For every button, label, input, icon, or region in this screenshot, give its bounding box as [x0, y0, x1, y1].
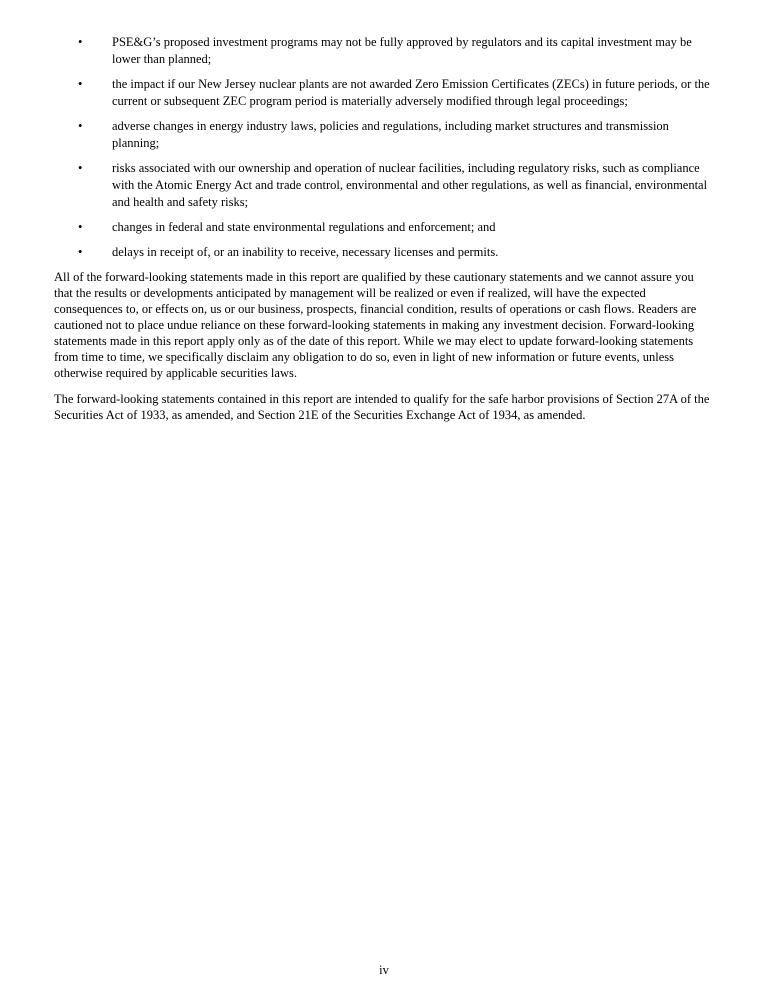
bullet-item — [54, 160, 714, 211]
paragraph-safe-harbor: The forward-looking statements contained in this report are intended to qualify for the safe harbor provisions of Section 27A of the Securities Act of 1933, as amended, and Section 21E of the Securities Exchange Act of 1934, as amended. — [54, 392, 710, 422]
paragraph-cautionary-statements: All of the forward-looking statements made in this report are qualified by these cautionary statements and we cannot assure you that the results or developments anticipated by management will be realized or even if realized, will have the expected consequences to, or effects on, us or our business, prospects, financial condition, results of operations or cash flows. Readers are cautioned not to place undue reliance on these forward-looking statements in making any investment decision. Forward-looking statements made in this report apply only as of the date of this report. While we may elect to update forward-looking statements from time to time, we specifically disclaim any obligation to do so, even in light of new information or future events, unless otherwise required by applicable securities laws. — [54, 270, 697, 380]
bullet-icon: • — [78, 220, 83, 234]
bullet-text: PSE&G’s proposed investment programs may not be fully approved by regulators and its capital investment may be lower than planned; — [112, 35, 692, 66]
bullet-list — [54, 34, 714, 261]
bullet-item — [54, 34, 714, 68]
bullet-icon: • — [78, 35, 83, 49]
page-number: iv — [379, 963, 389, 977]
bullet-text: the impact if our New Jersey nuclear plants are not awarded Zero Emission Certificates (ZECs) in future periods, or the current or subsequent ZEC program period is materially adversely modified through legal proceedings; — [112, 77, 710, 108]
bullet-item — [54, 219, 714, 236]
bullet-text: changes in federal and state environmental regulations and enforcement; and — [112, 220, 496, 234]
bullet-item — [54, 244, 714, 261]
bullet-icon: • — [78, 77, 83, 91]
bullet-text: adverse changes in energy industry laws, policies and regulations, including market structures and transmission planning; — [112, 119, 669, 150]
bullet-text: delays in receipt of, or an inability to receive, necessary licenses and permits. — [112, 245, 499, 259]
bullet-item — [54, 118, 714, 152]
bullet-icon: • — [78, 245, 83, 259]
bullet-icon: • — [78, 161, 83, 175]
bullet-icon: • — [78, 119, 83, 133]
bullet-text: risks associated with our ownership and operation of nuclear facilities, including regulatory risks, such as compliance with the Atomic Energy Act and trade control, environmental and other regulations, as well as financial, environmental and health and safety risks; — [112, 161, 708, 209]
bullet-item — [54, 76, 714, 110]
